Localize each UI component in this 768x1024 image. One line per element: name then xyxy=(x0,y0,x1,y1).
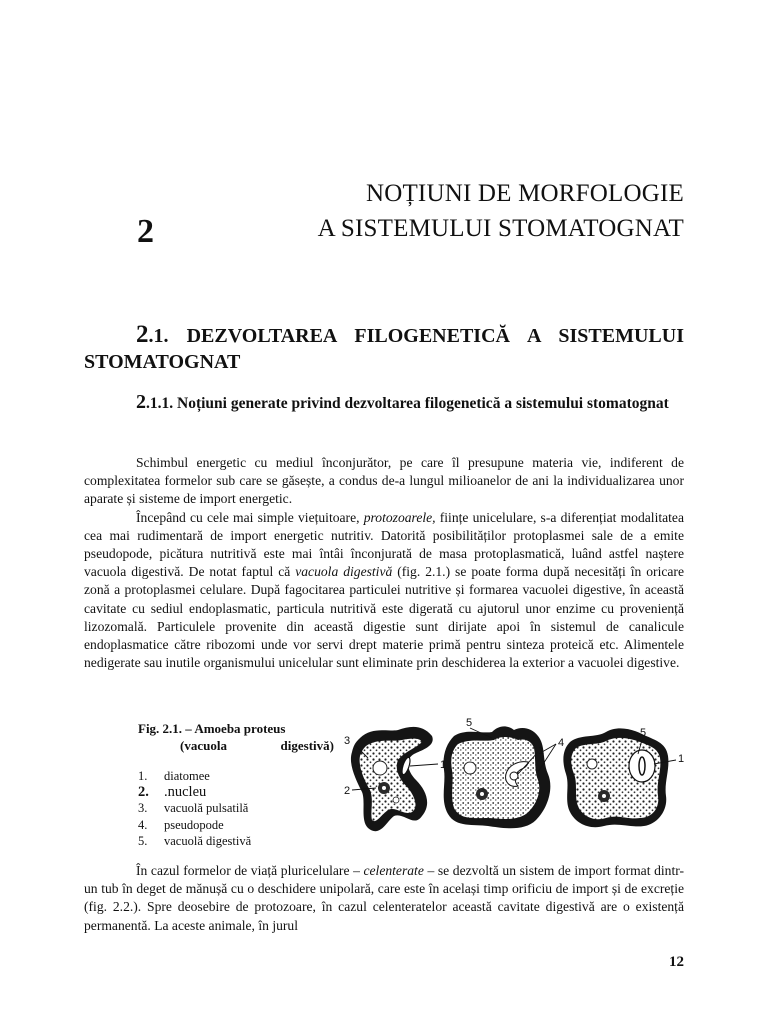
legend-item: 4. pseudopode xyxy=(138,817,224,832)
label-1a: 1 xyxy=(440,759,447,771)
chapter-title xyxy=(240,176,684,246)
paragraph-3-text-b: – se dezvoltă un sistem de import format dintr-un tub în deget de mănușă cu o deschidere unipolară, care este în același timp orificiu de import și de excreție (fig. 2.2.). Spre deosebire de protozoare, în cazul celenteratelor această cavitate digestivă are o existență permanentă. La aceste animale, în jurul xyxy=(84,863,685,933)
amoeba-stage-1 xyxy=(351,727,433,831)
figure-legend xyxy=(138,768,308,849)
body-text-bottom xyxy=(84,862,684,935)
subsection-number-minor: .1.1. xyxy=(146,395,177,412)
subsection-title: Noțiuni generate privind dezvoltarea filogenetică a sistemului stomatognat xyxy=(177,395,669,412)
amoeba-stage-2 xyxy=(443,726,550,828)
paragraph-2-text-c: (fig. 2.1.) se poate forma după necesități în oricare zonă a protoplasmei celulare. După fagocitarea particulei nutritive și formarea vacuolei digestive, în această cavitate cu sediul endoplasmatic, particula nutritivă este digerată cu ajutorul unor enzime cu proveniență lizozomală. Particulele provenite din această digestie sunt dirijate apoi în sistemul de canalicule endoplasmatice către ribozomi unde vor servi drept materie primă pentru sinteza proteică etc. Alimentele nedigerate sau inutile organismului unicelular sunt eliminate prin deschiderea la exterior a vacuolei digestive. xyxy=(84,564,684,671)
section-title: DEZVOLTAREA FILOGENETICĂ A SISTEMULUI STOMATOGNAT xyxy=(84,325,684,373)
term-vacuola-digestiva: vacuola digestivă xyxy=(295,564,393,580)
legend-item: 5. vacuolă digestivă xyxy=(138,833,252,848)
legend-item: 1. diatomee xyxy=(138,769,210,783)
page-number: 12 xyxy=(669,954,684,970)
section-heading xyxy=(84,322,684,375)
paragraph-2-text-b: ființe unicelulare, s-a diferențiat modalitatea cea mai rudimentară de import energetic nutritiv. Datorită posibilităților protoplasmei sale de a emite pseudopode, picătura nutritivă este mai întâi înconjurată de masa protoplasmatică, luând astfel naștere vacuola digestivă. De notat faptul că xyxy=(84,509,685,580)
amoeba-1-nucleus-dot xyxy=(382,786,386,790)
label-4: 4 xyxy=(558,737,565,749)
label-1c: 1 xyxy=(678,753,685,765)
figure-2-1 xyxy=(138,717,688,860)
label-5a: 5 xyxy=(466,717,473,729)
paragraph-3 xyxy=(84,862,684,935)
term-celenterate: celenterate xyxy=(363,863,424,878)
subsection-heading xyxy=(84,392,684,414)
amoeba-2-nucleus-dot xyxy=(480,792,484,796)
amoeba-3-diatom xyxy=(639,757,645,775)
section-number-major: 2 xyxy=(136,321,149,348)
section-number-minor: .1. xyxy=(148,325,187,347)
figure-caption-line2-b: digestivă) xyxy=(280,738,334,753)
legend-item: 2. .nucleu xyxy=(138,784,207,801)
amoeba-3-pulsatile-vacuole xyxy=(587,759,597,769)
amoeba-2-pulsatile-vacuole xyxy=(464,762,476,774)
figure-caption-line1: Fig. 2.1. – Amoeba proteus xyxy=(138,721,286,736)
label-2: 2 xyxy=(344,785,351,797)
amoeba-2-diatom xyxy=(510,772,518,780)
chapter-title-line2: A SISTEMULUI STOMATOGNAT xyxy=(317,215,684,242)
amoeba-3-nucleus-dot xyxy=(602,794,606,798)
amoeba-1-pulsatile-vacuole xyxy=(373,761,387,775)
figure-caption-line2 xyxy=(138,737,334,754)
legend-item: 3. vacuolă pulsatilă xyxy=(138,801,249,816)
amoeba-stage-3 xyxy=(563,728,668,827)
paragraph-1: Schimbul energetic cu mediul înconjurător, pe care îl presupune materia vie, indiferent de complexitatea formelor sub care se găsește, a condus de-a lungul milioanelor de ani la individualizarea unor aparate și sisteme de import energetic. xyxy=(84,455,684,507)
label-3: 3 xyxy=(344,735,351,747)
amoeba-2-endoplasm xyxy=(451,737,539,819)
subsection-number-major: 2 xyxy=(136,391,146,413)
figure-caption-line2-a: (vacuola xyxy=(180,738,227,753)
amoeba-illustration xyxy=(342,716,688,860)
paragraph-2-text-a: Începând cu cele mai simple viețuitoare, xyxy=(136,509,364,525)
label-1b: 1 xyxy=(538,745,545,757)
chapter-number: 2 xyxy=(137,213,154,250)
amoeba-1-particle xyxy=(393,797,399,803)
label-5b: 5 xyxy=(640,727,647,739)
body-text-top xyxy=(84,454,684,672)
chapter-title-line1: NOȚIUNI DE MORFOLOGIE xyxy=(365,180,684,207)
paragraph-3-text-a: În cazul formelor de viață pluricelulare – xyxy=(136,863,364,878)
figure-caption xyxy=(138,720,334,754)
paragraph-2 xyxy=(84,509,684,673)
term-protozoarele: protozoarele, xyxy=(363,509,436,525)
